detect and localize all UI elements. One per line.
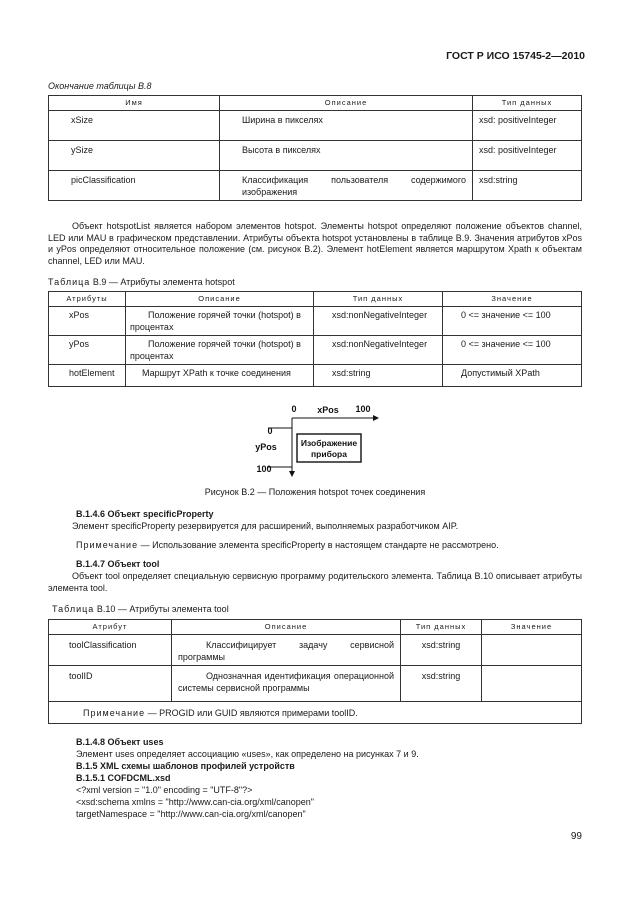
table-cell: yPos — [49, 336, 126, 365]
section-heading: В.1.4.8 Объект uses — [76, 737, 164, 747]
table-row — [49, 336, 582, 365]
table-cell: xsd:string — [401, 635, 482, 666]
paragraph: Элемент specificProperty резервируется для расширений, выполняемых разработчиком AIP. — [72, 521, 459, 531]
y-zero-label: 0 — [267, 426, 273, 436]
table-cell: 0 <= значение <= 100 — [443, 336, 582, 365]
y-max-label: 100 — [256, 464, 272, 474]
table-cell: Маршрут XPath к точке соединения — [126, 365, 314, 387]
table-header: Тип данных — [401, 620, 482, 635]
table-cell: ySize — [49, 141, 220, 171]
table-row — [49, 666, 582, 702]
section-heading: В.1.5 XML схемы шаблонов профилей устройств — [76, 761, 295, 771]
table-cell: xPos — [49, 307, 126, 336]
table-row — [49, 141, 582, 171]
table-cell: toolClassification — [49, 635, 172, 666]
table-header: Атрибуты — [49, 292, 126, 307]
table-header: Тип данных — [473, 96, 582, 111]
table-cell: Однозначная идентификация операционной системы сервисной программы — [172, 666, 401, 702]
page-number: 99 — [570, 831, 582, 842]
table-cell: xsd: positiveInteger — [473, 141, 582, 171]
table-cell: xsd:string — [473, 171, 582, 201]
table-cell: Высота в пикселях — [220, 141, 473, 171]
table-b8 — [48, 95, 582, 201]
table-cell: Классификация пользователя содержимого изображения — [220, 171, 473, 201]
table-note — [49, 702, 582, 724]
code-line: <?xml version = "1.0" encoding = "UTF-8"?> — [76, 785, 253, 795]
table-cell: xsd:string — [314, 365, 443, 387]
table-header: Тип данных — [314, 292, 443, 307]
table-header: Значение — [482, 620, 582, 635]
table-cell: Положение горячей точки (hotspot) в процентах — [126, 336, 314, 365]
table-cell: xsd:nonNegativeInteger — [314, 307, 443, 336]
paragraph: Элемент uses определяет ассоциацию «uses», как определено на рисунках 7 и 9. — [76, 749, 419, 759]
table-cell: xsd:string — [401, 666, 482, 702]
code-line: <xsd:schema xmlns = "http://www.can-cia.org/xml/canopen" — [76, 797, 314, 807]
table-cell: xsd:nonNegativeInteger — [314, 336, 443, 365]
table-header: Описание — [126, 292, 314, 307]
table-title: В.9 — Атрибуты элемента hotspot — [92, 277, 235, 287]
box-label-line1: Изображение — [300, 438, 358, 448]
table-b10 — [48, 619, 582, 724]
table-cell: Допустимый XPath — [443, 365, 582, 387]
table-row — [49, 635, 582, 666]
figure-b2-caption: Рисунок В.2 — Положения hotspot точек соединения — [204, 487, 426, 497]
table-cell: Классифицирует задачу сервисной программы — [172, 635, 401, 666]
section-heading: В.1.5.1 COFDCML.xsd — [76, 773, 171, 783]
x-zero-label: 0 — [291, 404, 297, 414]
table-title: В.10 — Атрибуты элемента tool — [96, 604, 229, 614]
figure-b2-diagram — [240, 398, 390, 480]
table-label: Таблица — [48, 277, 91, 287]
table-cell: xsd: positiveInteger — [473, 111, 582, 141]
table-cell: Ширина в пикселях — [220, 111, 473, 141]
table-cell: toolID — [49, 666, 172, 702]
table-row — [49, 171, 582, 201]
table-label: Таблица — [52, 604, 95, 614]
note-text: — PROGID или GUID являются примерами toolID. — [147, 708, 358, 718]
note — [76, 540, 582, 552]
box-label-line2: прибора — [311, 449, 347, 459]
table-cell: Положение горячей точки (hotspot) в процентах — [126, 307, 314, 336]
table-row — [49, 111, 582, 141]
table-row — [49, 365, 582, 387]
paragraph-hotspotlist: Объект hotspotList является набором элементов hotspot. Элементы hotspot определяют положение объектов channel, LED или MAU в графическом представлении. Атрибуты объекта hotspot установлены в таблице В.9. Значения атрибутов xPos и yPos определяют относительное положение (см. рисунок В.2). Элемент hotElement является маршрутом Xpath к объектам channel, LED или MAU. — [48, 221, 582, 266]
table-header: Имя — [49, 96, 220, 111]
table-b10-caption — [52, 604, 229, 614]
code-line: targetNamespace = "http://www.can-cia.org/xml/canopen" — [76, 809, 306, 819]
note-label: Примечание — [83, 708, 146, 718]
y-axis-label: yPos — [255, 442, 277, 452]
table-header: Описание — [172, 620, 401, 635]
table-b8-caption: Окончание таблицы В.8 — [48, 81, 152, 91]
table-row — [49, 307, 582, 336]
table-cell: xSize — [49, 111, 220, 141]
section-heading: В.1.4.7 Объект tool — [76, 559, 160, 569]
table-note-row — [49, 702, 582, 724]
table-header: Значение — [443, 292, 582, 307]
table-cell: hotElement — [49, 365, 126, 387]
table-header: Описание — [220, 96, 473, 111]
table-cell — [482, 635, 582, 666]
table-header: Атрибут — [49, 620, 172, 635]
table-cell: picClassification — [49, 171, 220, 201]
table-cell — [482, 666, 582, 702]
document-header: ГОСТ Р ИСО 15745-2—2010 — [446, 50, 585, 62]
table-b9-caption — [48, 277, 235, 287]
section-heading: В.1.4.6 Объект specificProperty — [76, 509, 214, 519]
table-cell: 0 <= значение <= 100 — [443, 307, 582, 336]
note-label: Примечание — [76, 540, 139, 550]
paragraph: Объект tool определяет специальную сервисную программу родительского элемента. Таблица В.10 описывает атрибуты элемента tool. — [48, 571, 582, 593]
note-text: — Использование элемента specificProperty в настоящем стандарте не рассмотрено. — [140, 540, 499, 550]
x-axis-label: xPos — [317, 405, 339, 415]
x-max-label: 100 — [355, 404, 371, 414]
table-b9 — [48, 291, 582, 387]
